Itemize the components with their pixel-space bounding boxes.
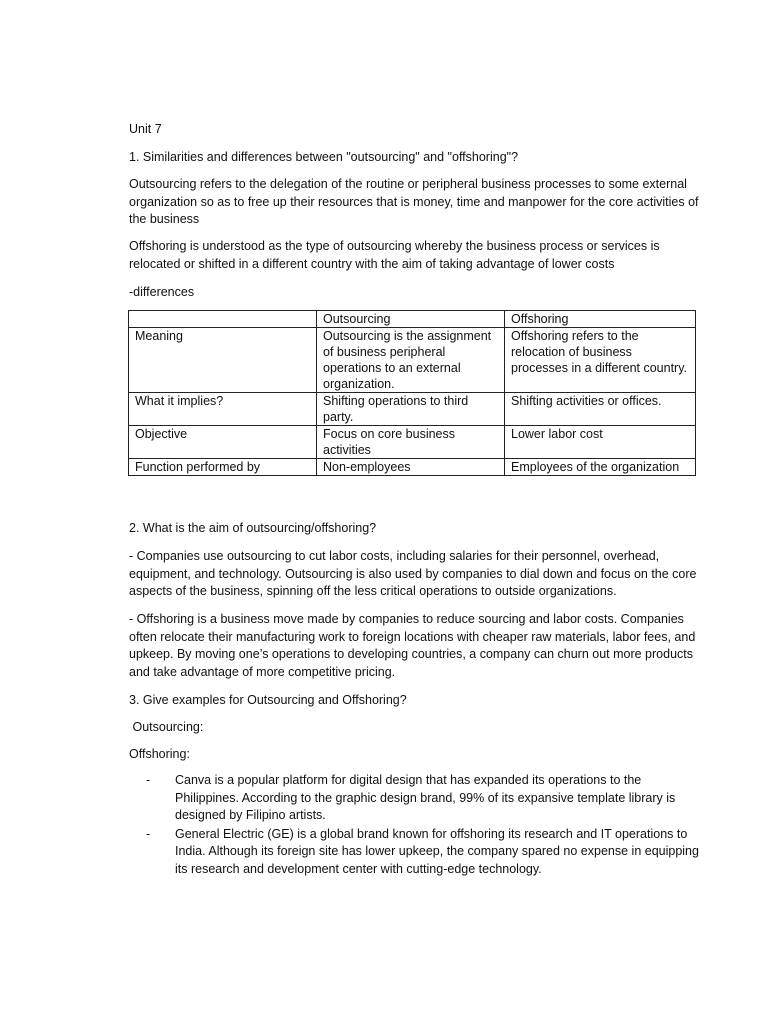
table-cell: Outsourcing is the assignment of business peripheral operations to an external organization. [317, 328, 505, 393]
table-cell: Function performed by [129, 459, 317, 476]
differences-table [128, 310, 696, 476]
question-2: 2. What is the aim of outsourcing/offshoring? [129, 521, 377, 535]
outsourcing-label: Outsourcing: [129, 720, 204, 734]
question-1: 1. Similarities and differences between "outsourcing" and "offshoring"? [129, 150, 519, 164]
question-3: 3. Give examples for Outsourcing and Offshoring? [129, 693, 407, 707]
table-row [129, 426, 696, 459]
table-cell: Non-employees [317, 459, 505, 476]
table-row [129, 393, 696, 426]
table-cell: Shifting activities or offices. [505, 393, 696, 426]
offshoring-label: Offshoring: [129, 747, 190, 761]
aim-offshoring: - Offshoring is a business move made by companies to reduce sourcing and labor costs. Companies often relocate their manufacturing work to foreign locations with cheaper raw materials, labor fees, and upkeep. By moving one’s operations to developing countries, a company can churn out more products and take advantage of more competitive pricing. [129, 612, 696, 679]
table-cell: Lower labor cost [505, 426, 696, 459]
table-cell: Offshoring refers to the relocation of business processes in a different country. [505, 328, 696, 393]
list-item [146, 826, 706, 879]
table-header-cell [129, 311, 317, 328]
table-cell: Meaning [129, 328, 317, 393]
differences-label: -differences [129, 285, 195, 299]
table-header-cell: Offshoring [505, 311, 696, 328]
table-cell: What it implies? [129, 393, 317, 426]
table-cell: Objective [129, 426, 317, 459]
outsourcing-definition: Outsourcing refers to the delegation of the routine or peripheral business processes to some external organization so as to free up their resources that is money, time and manpower for the core activities of the business [129, 177, 699, 226]
table-row [129, 459, 696, 476]
table-cell: Focus on core business activities [317, 426, 505, 459]
offshoring-examples-list [146, 772, 706, 879]
offshoring-definition: Offshoring is understood as the type of outsourcing whereby the business process or services is relocated or shifted in a different country with the aim of taking advantage of lower costs [129, 239, 660, 271]
example-text: General Electric (GE) is a global brand known for offshoring its research and IT operations to India. Although its foreign site has lower upkeep, the company spared no expense in equipping its research and development center with cutting-edge technology. [175, 826, 699, 876]
table-row [129, 328, 696, 393]
bullet-dash: - [146, 826, 151, 841]
table-header-cell: Outsourcing [317, 311, 505, 328]
table-header-row [129, 311, 696, 328]
unit-title: Unit 7 [129, 122, 162, 136]
bullet-dash: - [146, 773, 151, 787]
table-cell: Employees of the organization [505, 459, 696, 476]
table-cell: Shifting operations to third party. [317, 393, 505, 426]
aim-outsourcing: - Companies use outsourcing to cut labor costs, including salaries for their personnel, overhead, equipment, and technology. Outsourcing is also used by companies to dial down and focus on the core aspects of the business, spinning off the less critical operations to outside organizations. [129, 549, 697, 598]
list-item [146, 772, 706, 825]
example-text: Canva is a popular platform for digital design that has expanded its operations to the Philippines. According to the graphic design brand, 99% of its expansive template library is designed by Filipino artists. [175, 773, 676, 822]
